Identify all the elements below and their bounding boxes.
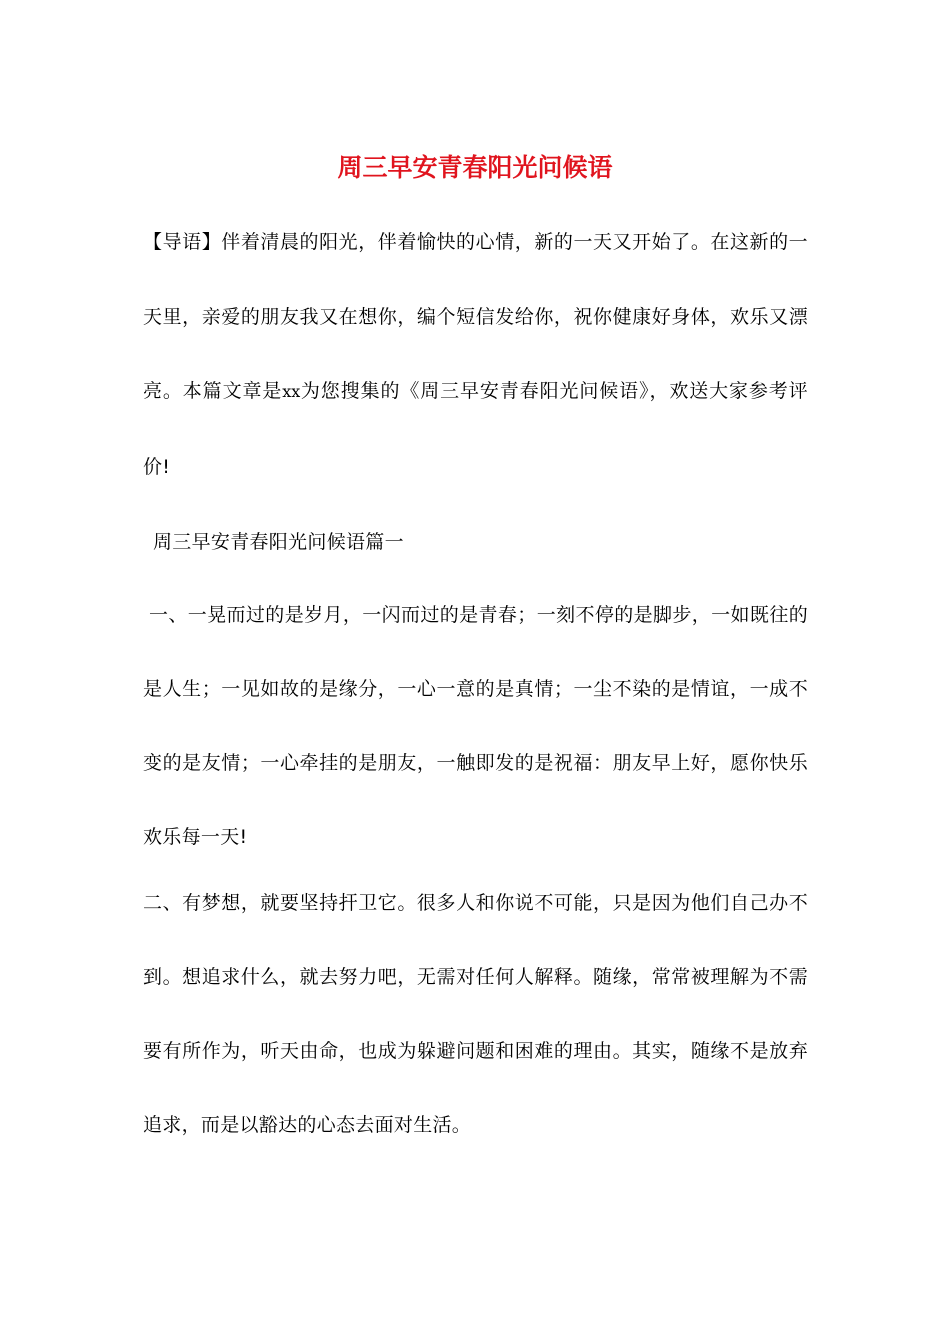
- intro-label: 【导语】: [143, 231, 222, 253]
- paragraph-2: 二、有梦想，就要坚持扞卫它。很多人和你说不可能，只是因为他们自己办不到。想追求什么，就去努力吧，无需对任何人解释。随缘，常常被理解为不需要有所作为，听天由命，也成为躲避问题和困难的理由。其实，随缘不是放弃追求，而是以豁达的心态去面对生活。: [143, 892, 808, 1136]
- section-heading: 周三早安青春阳光问候语篇一: [153, 531, 404, 553]
- document-body: [143, 205, 808, 1162]
- page-title: 周三早安青春阳光问候语: [337, 153, 613, 182]
- intro-text-before: 伴着清晨的阳光，伴着愉快的心情，新的一天又开始了。在这新的一天里，亲爱的朋友我又在想你，编个短信发给你，祝你健康好身体，欢乐又漂亮。本篇文章是: [143, 231, 808, 402]
- intro-paragraph: [143, 205, 808, 504]
- intro-text-after: 为您搜集的《周三早安青春阳光问候语》，欢送大家参考评价!: [143, 380, 808, 478]
- intro-placeholder: xx: [282, 382, 301, 401]
- paragraph-1: 一、一晃而过的是岁月，一闪而过的是青春；一刻不停的是脚步，一如既往的是人生；一见如故的是缘分，一心一意的是真情；一尘不染的是情谊，一成不变的是友情；一心牵挂的是朋友，一触即发的是祝福：朋友早上好，愿你快乐欢乐每一天!: [143, 604, 808, 848]
